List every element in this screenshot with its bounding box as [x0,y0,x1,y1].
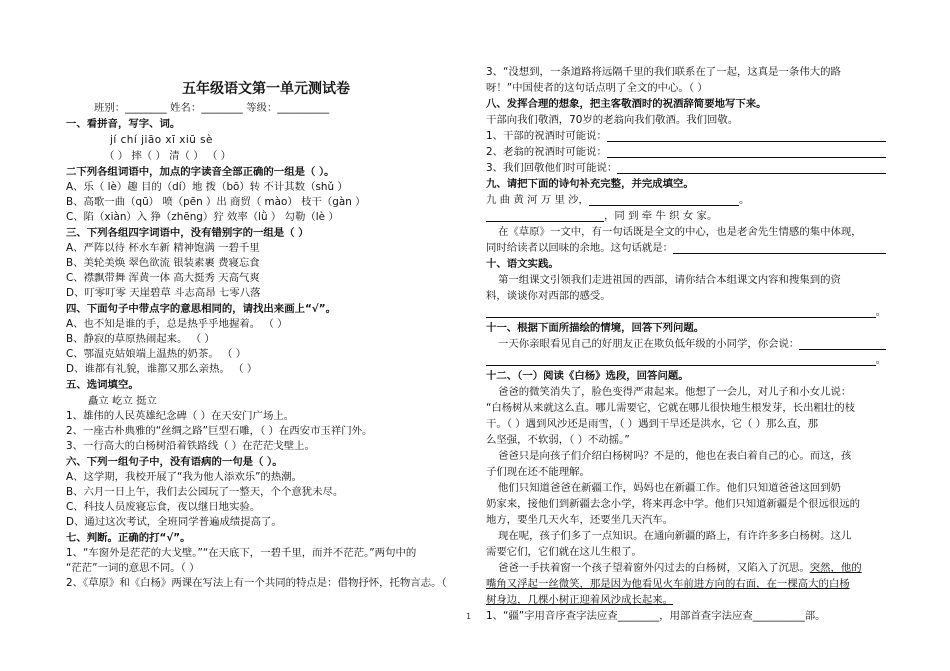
answer-line[interactable] [589,193,739,206]
section-10-answer [486,304,886,320]
section-9-paragraph-line-1: 在《草原》一文中，有一句话既是全文的中心，也是老舍先生情感的集中体现， [498,226,862,238]
section-4-option-a: A、也不知是谁的手，总是热乎乎地握着。 （ ） [66,318,288,330]
section-1-pinyin: jí chí jiāo xī xiū sè [110,134,213,146]
left-column [66,64,466,591]
poem-line-1-period: 。 [738,194,750,206]
passage-line-11: 需要它们，它们就在这儿生根了。 [486,546,642,558]
section-6-option-a: A、这学期，我校开展了“我为他人添欢乐”的热潮。 [66,471,303,483]
section-10-paragraph-line-2: 料，谈谈你对西部的感受。 [486,290,611,302]
question-1: 1、“疆”字用音序查字法应查________，用部首查字法应查__________部。 [486,610,826,622]
right-column [486,64,886,624]
judge-item-3-line-2: 呀！”中国使者的这句话点明了全文的中心。（ ） [486,82,708,94]
section-6-option-d: D、通过这次考试，全班同学普遍成绩提高了。 [66,516,282,528]
section-9-paragraph-line-2 [486,240,886,256]
section-3-option-b: B、美轮美焕 翠色欲流 银装素裹 费寝忘食 [66,257,260,269]
section-6-heading: 六、下列一组句子中，没有语病的一句是（ ）。 [66,456,283,468]
section-2-heading: 二下列各组词语中，加点的字读音全部正确的一组是（ ）。 [66,166,335,178]
section-9-paragraph-line-2-text: 同时给读者以回味的余地。这句话就是： [486,242,674,254]
section-5-item-3: 3、一行高大的白杨树沿着铁路线（ ）在茫茫戈壁上。 [66,440,315,452]
section-3-heading: 三、下列各组四字词语中，没有错别字的一组是（ ） [66,227,309,239]
section-10-heading: 十、语文实践。 [486,258,559,270]
passage-line-7: 他们只知道爸爸在新疆工作，妈妈也在新疆工作。他们只知道爸爸这回到奶 [498,482,841,494]
section-7-item-2: 2、《草原》和《白杨》两课在写法上有一个共同的特点是：借物抒怀，托物言志。（ [66,577,447,589]
section-7-item-1-line-2: “茫茫”一词的意思不同。（ ） [66,562,200,574]
passage-line-13: 嘴角又浮起一丝微笑，那是因为他看见火车前进方向的右面，在一棵高大的白杨 [486,578,850,590]
section-8-item-1 [486,128,886,144]
passage-line-5: 爸爸只是向孩子们介绍白杨树吗？不是的，他也在表白着自己的心。而这，孩 [498,450,852,462]
answer-line[interactable] [486,305,876,318]
section-8-intro: 干部向我们敬酒，70岁的老翁向我们敬酒。我们回敬。 [486,114,739,126]
section-11-heading: 十一、根据下面所描绘的情境，回答下列问题。 [486,322,705,334]
section-8-item-3 [486,160,886,176]
poem-line-2-text: ，同 到 牵 牛 织 女 家。 [604,210,718,222]
poem-line-2 [486,208,886,224]
passage-line-12-text: 爸爸一手扶着窗一个孩子望着窗外闪过去的白杨树，又陷入了沉思。 [498,562,810,574]
section-8-item-2 [486,144,886,160]
section-9-heading: 九、请把下面的诗句补充完整，并完成填空。 [486,178,694,190]
section-1-heading: 一、看拼音，写字、词。 [66,118,181,130]
section-10-period: 。 [875,306,886,318]
section-6-option-c: C、科技人员废寝忘食，夜以继日地实验。 [66,501,261,513]
passage-line-9: 地方，要坐几天火车，还要坐几天汽车。 [486,514,674,526]
section-3-option-c: C、襟飘带舞 浑黄一体 高大挺秀 天高气爽 [66,272,260,284]
poem-line-1-text: 九 曲 黄 河 万 里 沙， [486,194,589,206]
poem-line-1 [486,192,886,208]
passage-line-12 [486,560,886,576]
passage-line-4: 么坚强，不软弱，（ ）不动摇。” [486,434,630,446]
section-11-answer [486,352,886,368]
answer-line[interactable] [607,129,886,142]
exam-title: 五年级语文第一单元测试卷 [182,81,350,97]
section-4-option-b: B、静寂的草原热闹起来。 （ ） [66,333,215,345]
section-8-heading: 八、发挥合理的想象，把主客敬酒时的祝酒辞简要地写下来。 [486,98,767,110]
section-7-item-1-line-1: 1、“车窗外是茫茫的大戈壁。”“在天底下，一碧千里，而并不茫茫。”两句中的 [66,547,417,559]
section-1-blanks[interactable]: （ ） 摔（ ） 清（ ） （ ） [104,150,232,162]
page-number: 1 [466,612,472,621]
answer-line[interactable] [673,241,886,254]
section-11-prompt [486,336,886,352]
section-8-item-2-label: 2、老翁的祝酒时可能说： [486,146,607,158]
passage-line-2: “白杨树从来就这么直。哪儿需要它，它就在哪儿很快地生根发芽，长出粗壮的枝 [486,402,856,414]
section-2-option-a: A、乐（ lè）趣 目的（dí）地 拨（bō）转 不计其数（shǔ ） [66,181,348,193]
underlined-sentence: 突然，他的 [809,562,862,574]
answer-line[interactable] [617,161,886,174]
answer-line[interactable] [486,353,876,366]
section-10-paragraph-line-1: 第一组课文引领我们走进祖国的西部，请你结合本组课文内容和搜集到的资 [498,274,841,286]
section-4-option-c: C、鄂温克姑娘端上温热的奶茶。 （ ） [66,348,247,360]
passage-line-10: 现在呢，孩子们多了一点知识。在通向新疆的路上，有许许多多白杨树。这儿 [498,530,852,542]
section-5-heading: 五、选词填空。 [66,379,139,391]
section-5-item-1: 1、雄伟的人民英雄纪念碑（ ）在天安门广场上。 [66,410,295,422]
section-4-option-d: D、谁都有礼貌，谁都又那么亲热。 （ ） [66,363,258,375]
answer-line[interactable] [607,145,886,158]
passage-line-1: 爸爸的微笑消失了，脸色变得严肃起来。他想了一会儿，对儿子和小女儿说： [498,386,852,398]
section-5-item-2: 2、一座古朴典雅的“丝绸之路”巨型石雕，（ ）在西安市玉祥门外。 [66,425,373,437]
section-6-option-b: B、六月一日上午，我们去公园玩了一整天，个个意犹未尽。 [66,486,344,498]
passage-line-14: 树身边，几棵小树正迎着风沙成长起来。 [486,594,674,606]
section-3-option-d: D、叮零叮零 天崖碧草 斗志高昂 七零八落 [66,287,261,299]
section-8-item-3-label: 3、我们回敬他们时可能说： [486,162,618,174]
section-3-option-a: A、严阵以待 杯水车新 精神饱满 一碧千里 [66,242,260,254]
section-4-heading: 四、下面句子中带点字的意思相同的，请找出来画上“√”。 [66,303,336,315]
section-7-heading: 七、判断。正确的打“√”。 [66,532,191,544]
student-info-line: 班别：________ 姓名：________ 等级：__________ [94,102,330,114]
section-2-option-c: C、陷（xiàn）入 狰（zhēng）狞 效率（lǜ ） 勾勒（lè ） [66,211,339,223]
passage-line-6: 子们现在还不能理解。 [486,466,590,478]
section-11-prompt-text: 一天你亲眼看见自己的好朋友正在欺负低年级的小同学，你会说： [498,338,800,350]
judge-item-3-line-1: 3、“没想到，一条道路将远隔千里的我们联系在了一起，这真是一条伟大的路 [486,66,841,78]
answer-line[interactable] [799,337,886,350]
section-2-option-b: B、高歌一曲（qū） 喷（pēn ）出 商贸（ mào） 枝干（gàn ） [66,196,366,208]
passage-line-8: 奶家来，接他们到新疆去念小学，将来再念中学。他们只知道新疆是个很远很远的 [486,498,861,510]
section-5-word-bank: 矗立 屹立 挺立 [88,395,157,407]
section-12-heading: 十二、（一）阅读《白杨》选段，回答问题。 [486,370,689,382]
passage-line-3: 干。（ ）遇到风沙还是雨雪，（ ）遇到干旱还是洪水，它（ ）那么直，那 [486,418,819,430]
answer-line[interactable] [486,209,604,222]
section-8-item-1-label: 1、干部的祝酒时可能说： [486,130,607,142]
section-11-period: 。 [875,354,886,366]
